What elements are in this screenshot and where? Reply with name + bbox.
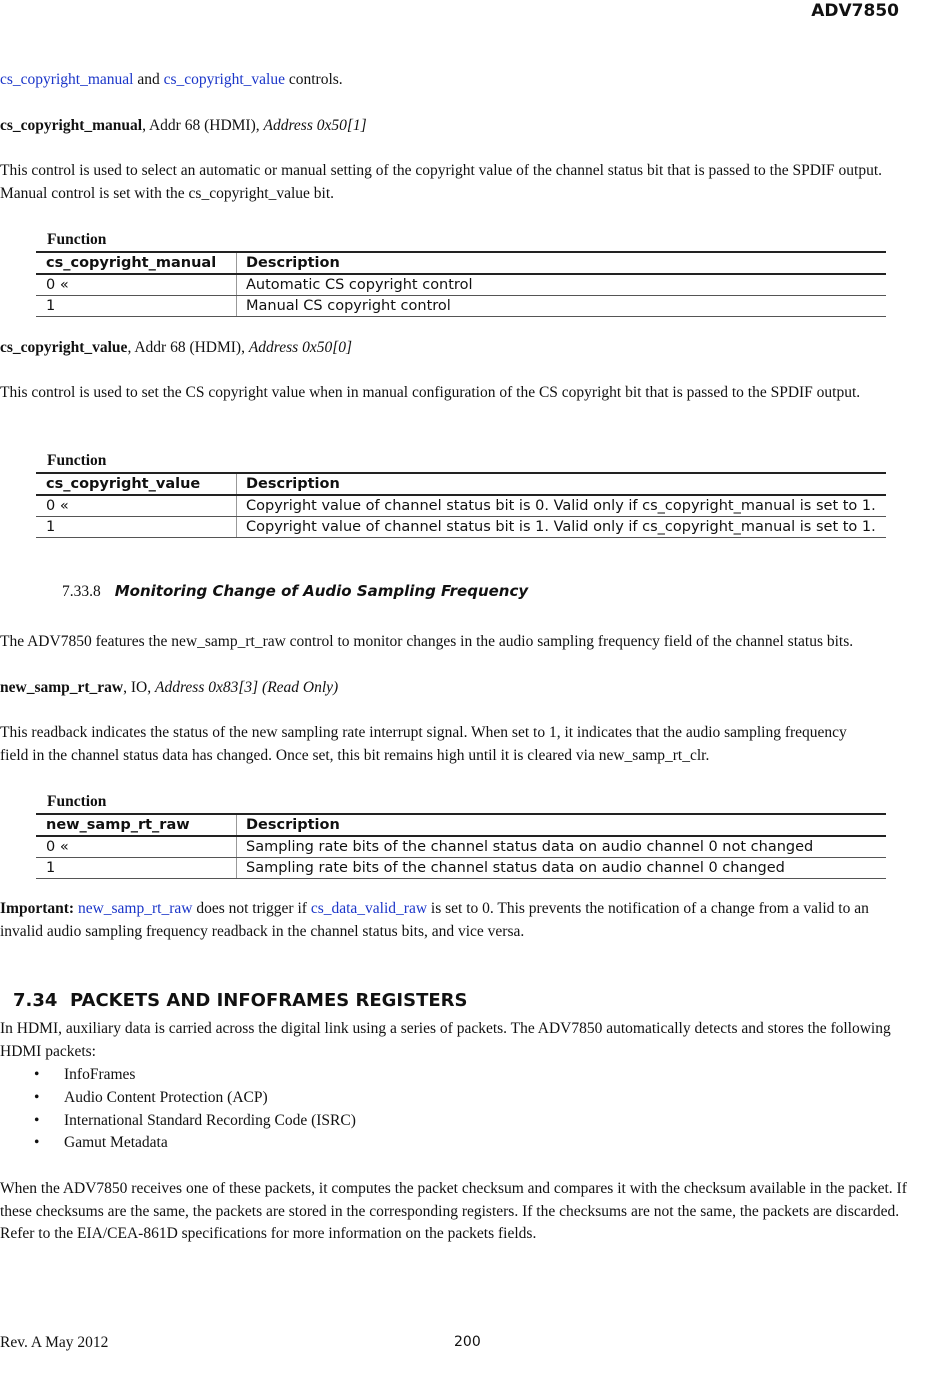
table-cell-value: 0 « xyxy=(46,277,69,293)
register-heading-cs-copyright-manual xyxy=(0,115,922,138)
table-cell-value: 0 « xyxy=(46,839,69,855)
function-label: Function xyxy=(47,231,107,248)
subsection-intro: The ADV7850 features the new_samp_rt_raw control to monitor changes in the audio sampling frequency field of the channel status bits. xyxy=(0,633,854,650)
register-name: cs_copyright_manual xyxy=(0,117,143,134)
table-row xyxy=(36,858,886,879)
register-description: This control is used to select an automatic or manual setting of the copyright value of the channel status bit that is passed to the SPDIF output. Manual control is set with the cs_copyright_value bit. xyxy=(0,162,883,202)
table-header-description: Description xyxy=(246,255,340,271)
table-cell-description: Manual CS copyright control xyxy=(246,298,451,314)
table-row xyxy=(36,275,886,296)
table-header-row xyxy=(36,472,886,496)
subsection-number: 7.33.8 xyxy=(62,583,101,600)
register-addr: , IO, xyxy=(123,679,155,696)
link-new-samp-rt-raw[interactable]: new_samp_rt_raw xyxy=(77,900,193,917)
link-cs-data-valid-raw[interactable]: cs_data_valid_raw xyxy=(310,900,428,917)
section-number: 7.34 xyxy=(13,990,58,1011)
register-addr: , Addr 68 (HDMI), xyxy=(127,339,249,356)
intro-tail: controls. xyxy=(284,71,343,88)
register-addr: , Addr 68 (HDMI), xyxy=(142,117,264,134)
list-item: • Gamut Metadata xyxy=(34,1132,356,1155)
link-cs-copyright-manual[interactable]: cs_copyright_manual xyxy=(0,71,134,88)
section-closing: When the ADV7850 receives one of these packets, it computes the packet checksum and compares it with the checksum available in the packet. If these checksums are the same, the packets are stored in the corresponding registers. If the checksums are not the same, the packets are discarded. Refer to the EIA/CEA-861D specifications for more information on the packets fields. xyxy=(0,1180,907,1242)
table-cell-description: Automatic CS copyright control xyxy=(246,277,473,293)
table-header-field: cs_copyright_manual xyxy=(46,255,217,271)
function-label: Function xyxy=(47,793,107,810)
important-note xyxy=(0,898,915,943)
subsection-heading xyxy=(62,580,528,604)
register-name: new_samp_rt_raw xyxy=(0,679,124,696)
list-item: • International Standard Recording Code (ISRC) xyxy=(34,1110,356,1133)
important-mid: does not trigger if xyxy=(192,900,311,917)
section-title: PACKETS AND INFOFRAMES REGISTERS xyxy=(69,990,468,1011)
function-table-new-samp-rt-raw xyxy=(36,813,886,879)
table-row xyxy=(36,837,886,858)
register-address: Address 0x50[1] xyxy=(263,117,367,134)
function-table-cs-copyright-value xyxy=(36,472,886,538)
list-item: • InfoFrames xyxy=(34,1064,356,1087)
document-title: ADV7850 xyxy=(811,1,899,21)
register-description: This control is used to set the CS copyright value when in manual configuration of the CS copyright bit that is passed to the SPDIF output. xyxy=(0,384,861,401)
intro-and: and xyxy=(133,71,164,88)
table-row xyxy=(36,296,886,317)
register-address: Address 0x50[0] xyxy=(248,339,353,356)
table-cell-value: 0 « xyxy=(46,498,69,514)
table-cell-value: 1 xyxy=(46,298,56,314)
important-label: Important: xyxy=(0,900,75,917)
table-cell-description: Copyright value of channel status bit is 1. Valid only if cs_copyright_manual is set to 1. xyxy=(246,519,876,535)
table-header-description: Description xyxy=(246,817,340,833)
table-header-row xyxy=(36,813,886,837)
table-header-field: cs_copyright_value xyxy=(46,476,201,492)
link-cs-copyright-value[interactable]: cs_copyright_value xyxy=(163,71,285,88)
table-cell-description: Sampling rate bits of the channel status data on audio channel 0 not changed xyxy=(246,839,814,855)
register-heading-new-samp-rt-raw xyxy=(0,677,922,700)
section-intro: In HDMI, auxiliary data is carried across the digital link using a series of packets. The ADV7850 automatically detects and stores the following HDMI packets: xyxy=(0,1020,891,1060)
register-heading-cs-copyright-value xyxy=(0,337,922,360)
register-address: Address 0x83[3] (Read Only) xyxy=(154,679,339,696)
function-label: Function xyxy=(47,452,107,469)
list-item: • Audio Content Protection (ACP) xyxy=(34,1087,356,1110)
table-header-description: Description xyxy=(246,476,340,492)
table-cell-value: 1 xyxy=(46,519,56,535)
table-row xyxy=(36,517,886,538)
page-number: 200 xyxy=(454,1334,481,1350)
footer-revision: Rev. A May 2012 xyxy=(0,1334,109,1351)
table-row xyxy=(36,496,886,517)
table-cell-value: 1 xyxy=(46,860,56,876)
table-cell-description: Copyright value of channel status bit is 0. Valid only if cs_copyright_manual is set to 1. xyxy=(246,498,876,514)
register-name: cs_copyright_value xyxy=(0,339,128,356)
function-table-cs-copyright-manual xyxy=(36,251,886,317)
register-description: This readback indicates the status of the new sampling rate interrupt signal. When set to 1, it indicates that the audio sampling frequency field in the channel status data has changed. Once set, this bit remains high until it is cleared via new_samp_rt_clr. xyxy=(0,724,847,764)
intro-line xyxy=(0,69,922,92)
subsection-title: Monitoring Change of Audio Sampling Frequency xyxy=(114,582,529,600)
table-header-row xyxy=(36,251,886,275)
table-cell-description: Sampling rate bits of the channel status data on audio channel 0 changed xyxy=(246,860,785,876)
packet-list xyxy=(34,1064,356,1155)
table-header-field: new_samp_rt_raw xyxy=(46,817,190,833)
section-heading xyxy=(13,989,467,1013)
important-tail: is set to 0. This prevents the notification of a change from a valid to an invalid audio sampling frequency readback in the channel status bits, and vice versa. xyxy=(0,900,869,940)
